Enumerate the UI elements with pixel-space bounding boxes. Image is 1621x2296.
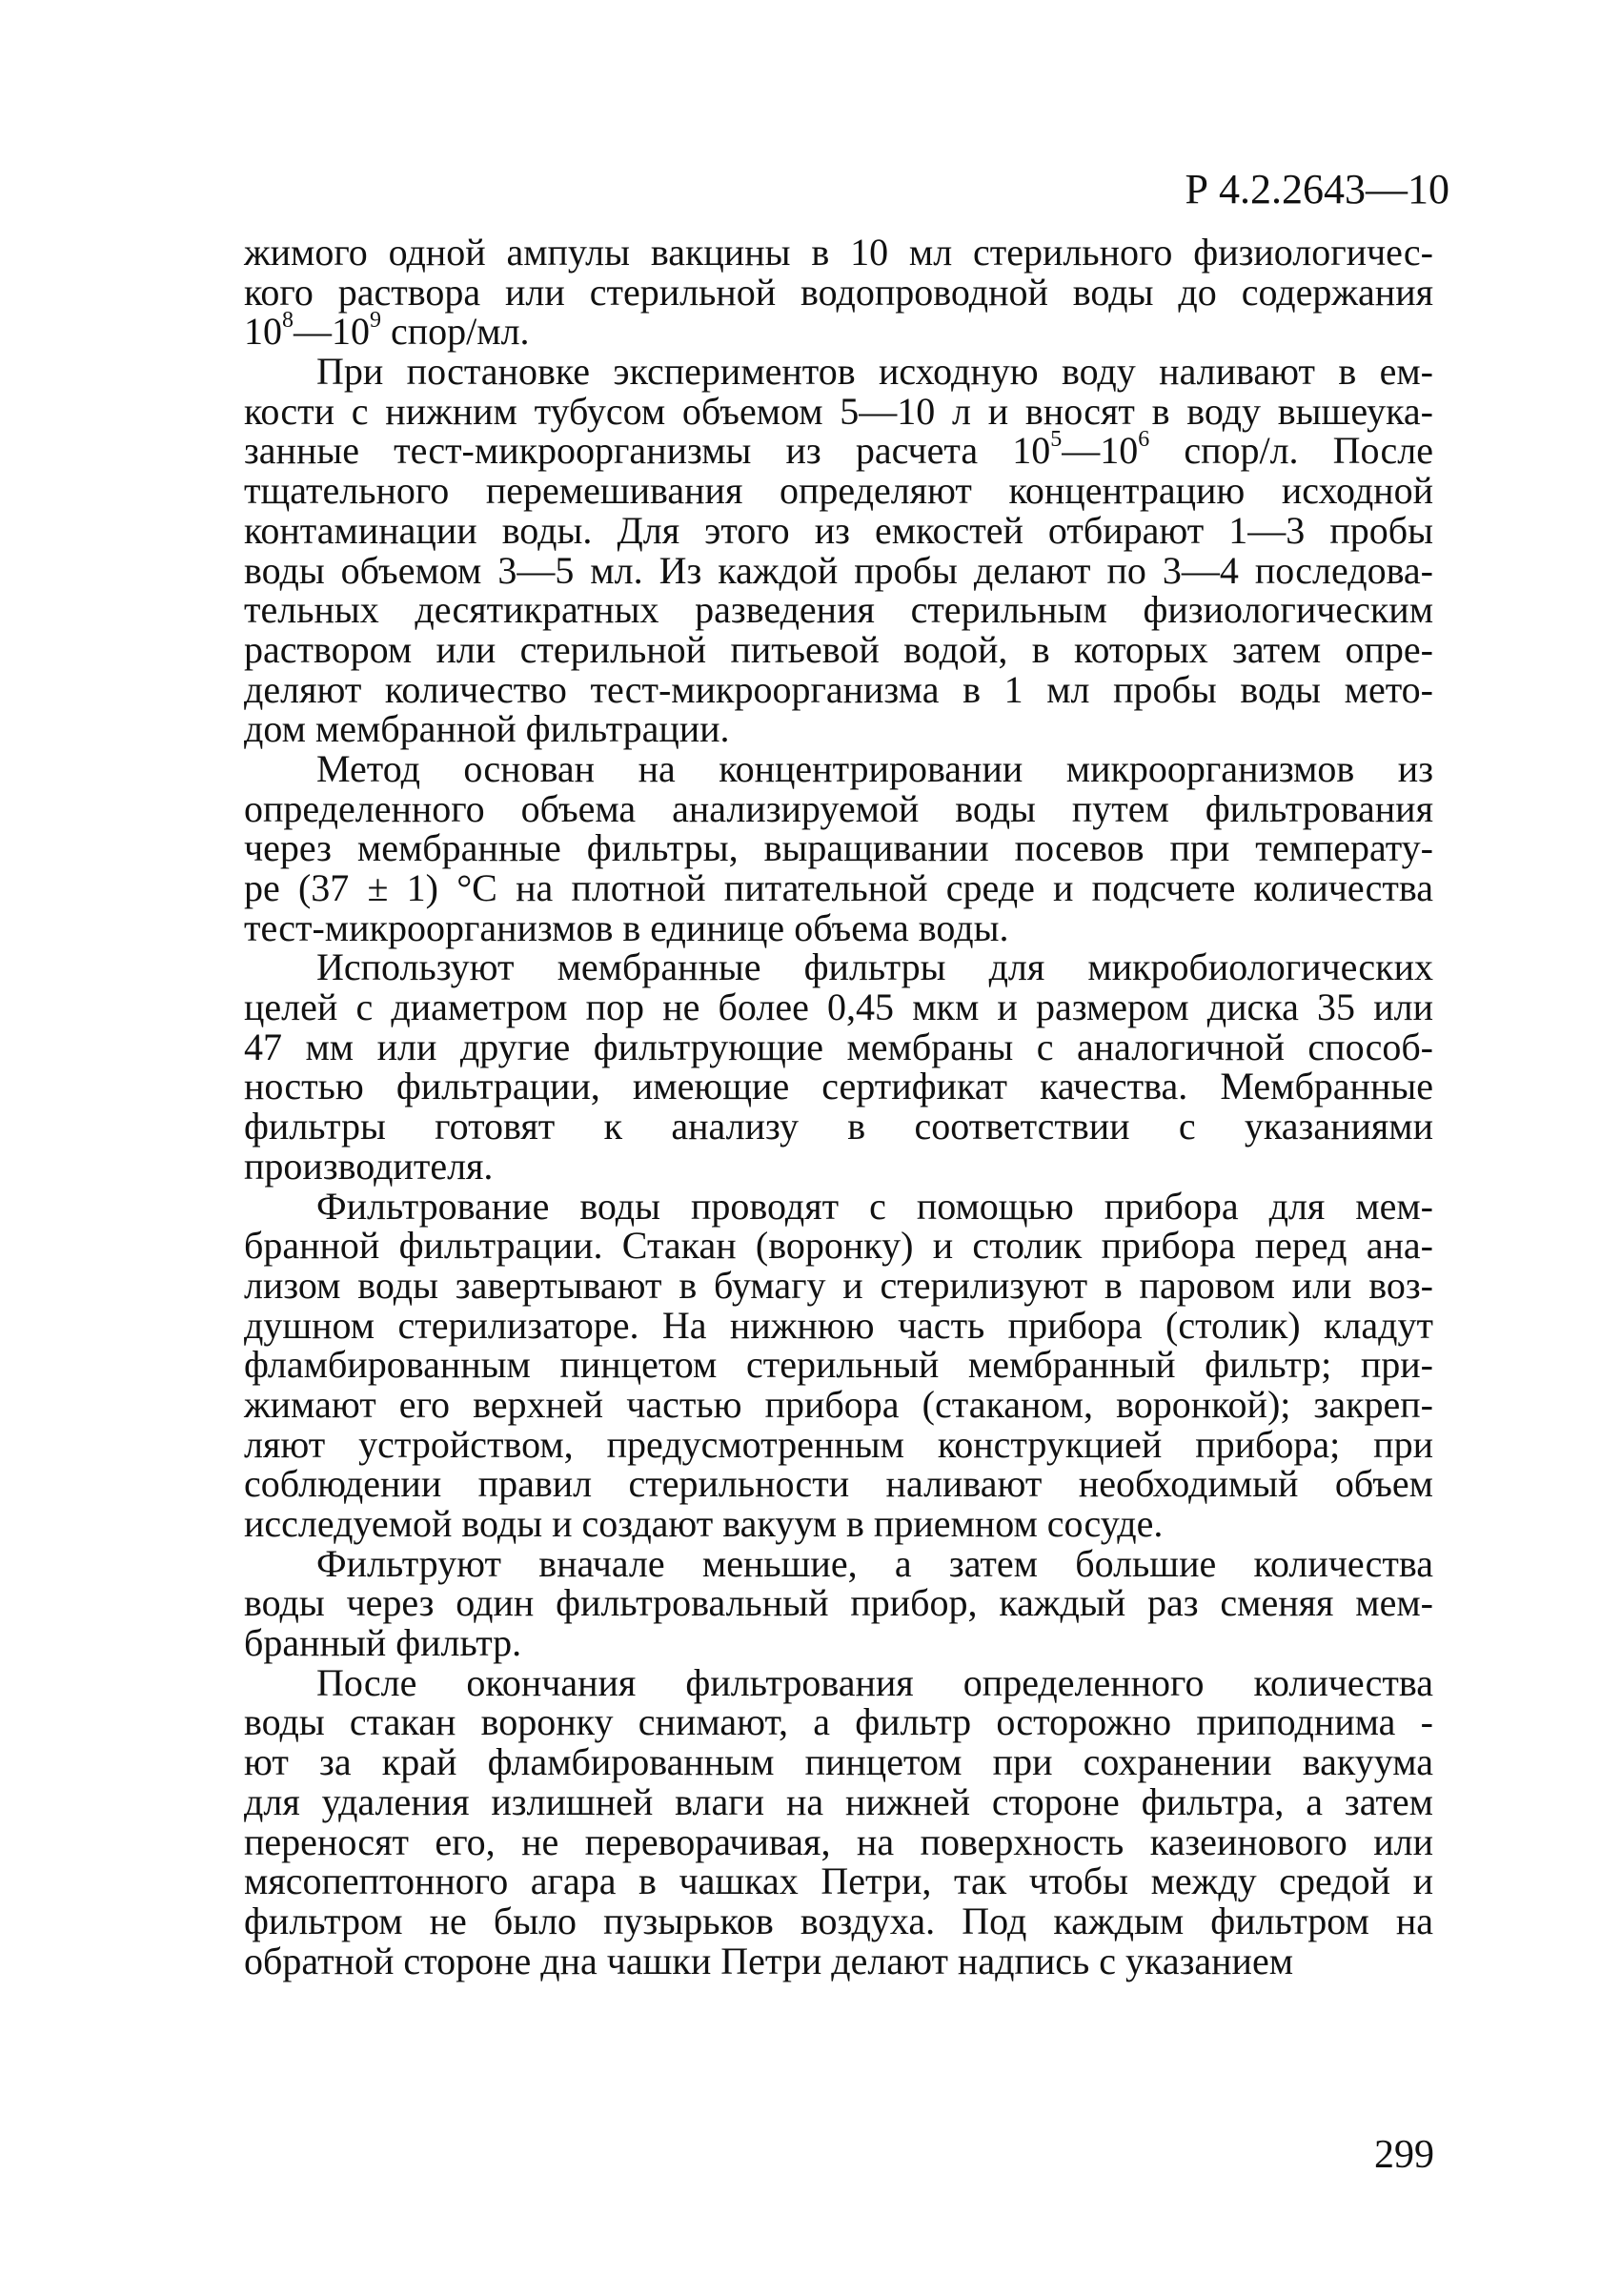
text-line: соблюдении правил стерильности наливают необходимый объем: [244, 1462, 1433, 1506]
text-line: воды через один фильтровальный прибор, каждый раз сменяя мем-: [244, 1581, 1433, 1625]
paragraph: [244, 352, 1433, 749]
text-line: После окончания фильтрования определенного количества: [316, 1660, 1433, 1704]
text-line: кого раствора или стерильной водопроводной воды до содержания: [244, 270, 1433, 314]
text-line: через мембранные фильтры, выращивании посевов при температу-: [244, 826, 1433, 870]
text-line: жимают его верхней частью прибора (стаканом, воронкой); закреп-: [244, 1382, 1433, 1426]
text-line: ре (37 ± 1) °С на плотной питательной среде и подсчете количества: [244, 866, 1433, 909]
text-line: переносят его, не переворачивая, на поверхность казеинового или: [244, 1819, 1433, 1863]
text-line: При постановке экспериментов исходную воду наливают в ем-: [316, 350, 1433, 394]
text-line: тельных десятикратных разведения стерильным физиологическим: [244, 588, 1433, 632]
text-line: для удаления излишней влаги на нижней стороне фильтра, а затем: [244, 1779, 1433, 1823]
text-line: бранной фильтрации. Стакан (воронку) и столик прибора перед ана-: [244, 1224, 1433, 1268]
text-line: жимого одной ампулы вакцины в 10 мл стерильного физиологичес-: [244, 231, 1433, 274]
text-line: производителя.: [244, 1144, 494, 1188]
paragraph: [244, 233, 1433, 352]
paragraph: [244, 947, 1433, 1186]
text-line: фильтры готовят к анализу в соответствии с указаниями: [244, 1105, 1433, 1148]
paragraph: [244, 746, 1433, 949]
page-number: 299: [1374, 2133, 1434, 2177]
text-line: 47 мм или другие фильтрующие мембраны с аналогичной способ-: [244, 1025, 1433, 1068]
text-line: деляют количество тест-микроорганизма в 1 мл пробы воды мето-: [244, 667, 1433, 711]
text-line: мясопептонного агара в чашках Петри, так чтобы между средой и: [244, 1859, 1433, 1903]
text-line: воды объемом 3—5 мл. Из каждой пробы делают по 3—4 последова-: [244, 548, 1433, 592]
text-line: воды стакан воронку снимают, а фильтр осторожно приподнима -: [244, 1700, 1433, 1744]
text-line: Используют мембранные фильтры для микробиологических: [316, 945, 1433, 989]
paragraph: [244, 1541, 1433, 1665]
body-text: [244, 233, 1433, 1981]
text-line: целей с диаметром пор не более 0,45 мкм и размером диска 35 или: [244, 985, 1433, 1029]
text-line: тщательного перемешивания определяют концентрацию исходной: [244, 469, 1433, 513]
text-line: фильтром не было пузырьков воздуха. Под каждым фильтром на: [244, 1899, 1433, 1942]
text-line: исследуемой воды и создают вакуум в приемном сосуде.: [244, 1502, 1164, 1545]
text-line: определенного объема анализируемой воды путем фильтрования: [244, 786, 1433, 830]
text-line: лизом воды завертывают в бумагу и стерилизуют в паровом или воз-: [244, 1263, 1433, 1307]
text-line: Метод основан на концентрировании микроорганизмов из: [316, 746, 1433, 790]
text-line: дом мембранной фильтрации.: [244, 707, 730, 751]
text-line: душном стерилизаторе. На нижнюю часть прибора (столик) кладут: [244, 1303, 1433, 1347]
text-line: фламбированным пинцетом стерильный мембранный фильтр; при-: [244, 1343, 1433, 1387]
text-line: бранный фильтр.: [244, 1621, 522, 1665]
text-line: тест-микроорганизмов в единице объема воды.: [244, 905, 1009, 949]
text-line: занные тест-микроорганизмы из расчета $10^5—10^6$ спор/л. После: [244, 427, 1433, 473]
text-line: $10^8—10^9$ спор/мл.: [244, 308, 530, 354]
text-line: контаминации воды. Для этого из емкостей отбирают 1—3 пробы: [244, 508, 1433, 552]
text-line: ляют устройством, предусмотренным конструкцией прибора; при: [244, 1422, 1433, 1466]
text-line: ют за край фламбированным пинцетом при сохранении вакуума: [244, 1740, 1433, 1784]
text-line: Фильтрование воды проводят с помощью прибора для мем-: [316, 1184, 1433, 1228]
paragraph: [244, 1660, 1433, 1982]
paragraph: [244, 1184, 1433, 1545]
text-line: Фильтруют вначале меньшие, а затем большие количества: [316, 1541, 1433, 1585]
text-line: ностью фильтрации, имеющие сертификат качества. Мембранные: [244, 1065, 1433, 1108]
document-code-header: Р 4.2.2643—10: [1185, 166, 1449, 213]
text-line: раствором или стерильной питьевой водой, в которых затем опре-: [244, 627, 1433, 671]
text-line: кости с нижним тубусом объемом 5—10 л и вносят в воду вышеука-: [244, 389, 1433, 433]
text-line: обратной стороне дна чашки Петри делают надпись с указанием: [244, 1939, 1294, 1982]
